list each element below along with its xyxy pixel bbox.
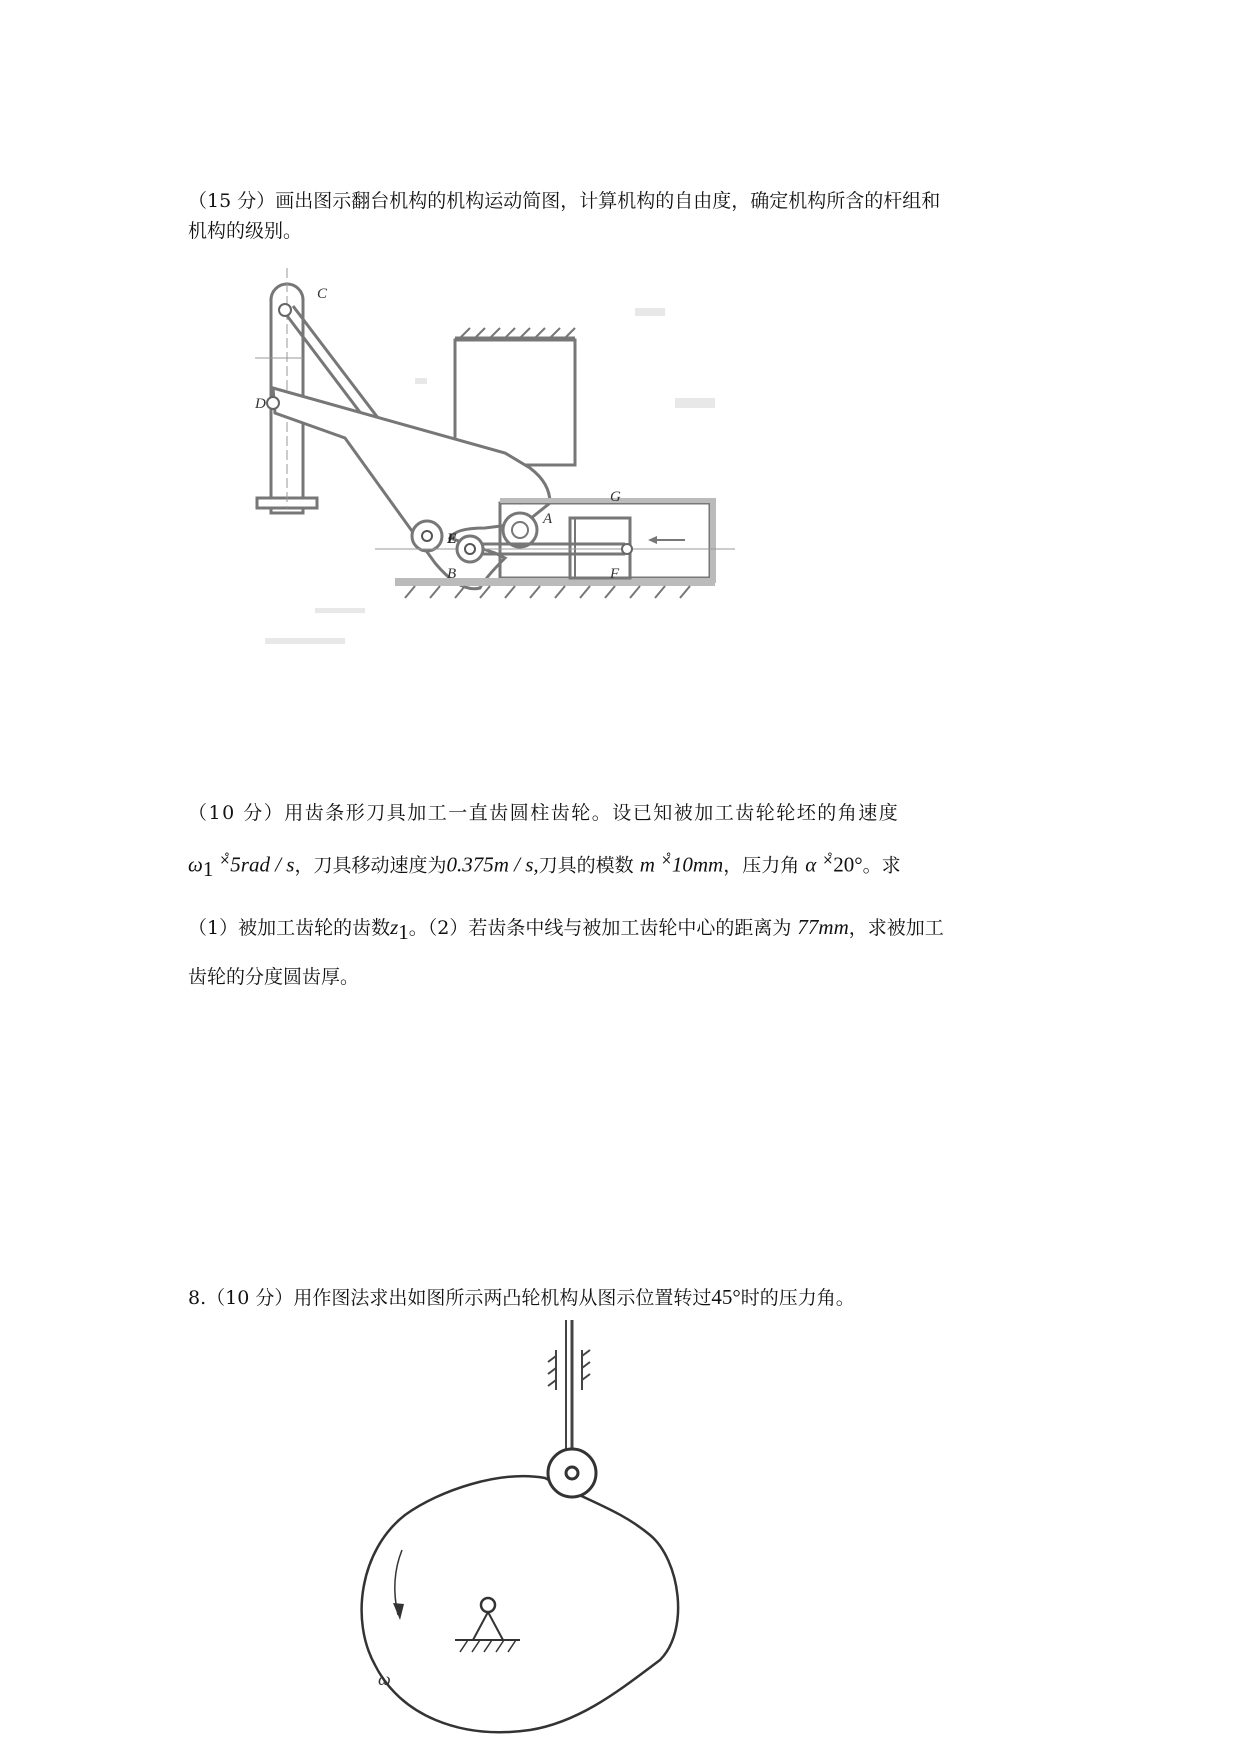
- label-b: B: [447, 566, 457, 582]
- question-2-part-2: 。（2）若齿条中线与被加工齿轮中心的距离为: [408, 917, 792, 939]
- omega-symbol: ω: [188, 852, 203, 877]
- question-2-line-4: 齿轮的分度圆齿厚。: [188, 966, 360, 988]
- module-value: 10mm: [671, 852, 724, 877]
- question-1-line-2: 机构的级别。: [188, 220, 303, 242]
- z-subscript: 1: [398, 919, 409, 944]
- question-2-text-c: ，压力角: [723, 854, 800, 877]
- tipping-table-mechanism-figure: [255, 268, 815, 693]
- question-2-line-3: [188, 912, 1058, 947]
- question-3-text: [188, 1282, 1058, 1313]
- omega-subscript: 1: [202, 857, 214, 882]
- question-3-post: 时的压力角。: [740, 1287, 855, 1309]
- label-c: C: [317, 286, 328, 302]
- label-g: G: [610, 489, 621, 505]
- question-2-line-2: [188, 846, 1058, 884]
- label-a: A: [543, 511, 553, 527]
- alpha-symbol: α: [805, 852, 817, 877]
- question-1-text: [188, 186, 1058, 246]
- tool-velocity-value: 0.375m / s,: [446, 852, 539, 877]
- distance-value: 77mm: [797, 915, 849, 939]
- label-d: D: [255, 396, 266, 412]
- garbled-equals-1: ×̊: [219, 853, 231, 868]
- question-2-line-1: （10 分）用齿条形刀具加工一直齿圆柱齿轮。设已知被加工齿轮轮坯的角速度: [188, 802, 900, 824]
- question-1-line-1: （15 分）画出图示翻台机构的机构运动简图，计算机构的自由度，确定机构所含的杆组和: [188, 190, 941, 212]
- z-symbol: z: [390, 915, 399, 939]
- question-3-pre: 8.（10 分）用作图法求出如图所示两凸轮机构从图示位置转过: [188, 1287, 712, 1309]
- question-2-part-3: ，求被加工: [848, 917, 944, 939]
- question-2-text-b: 刀具的模数: [538, 854, 634, 877]
- cam-mechanism-figure: [360, 1320, 690, 1754]
- question-2-text-d: 。求: [862, 854, 901, 877]
- label-f: F: [610, 566, 620, 582]
- angular-speed-value: 5rad / s: [230, 852, 295, 877]
- question-2-text-a: ，刀具移动速度为: [294, 854, 447, 877]
- module-symbol: m: [639, 852, 655, 877]
- question-2-part-1: （1）被加工齿轮的齿数: [188, 917, 391, 939]
- garbled-equals-2: ×̊: [660, 853, 672, 868]
- omega-label: ω: [378, 1669, 391, 1689]
- label-e: E: [447, 531, 458, 547]
- garbled-equals-3: ×̊: [822, 853, 834, 868]
- rotation-angle-value: 45°: [711, 1285, 741, 1309]
- pressure-angle-value: 20°: [833, 852, 863, 877]
